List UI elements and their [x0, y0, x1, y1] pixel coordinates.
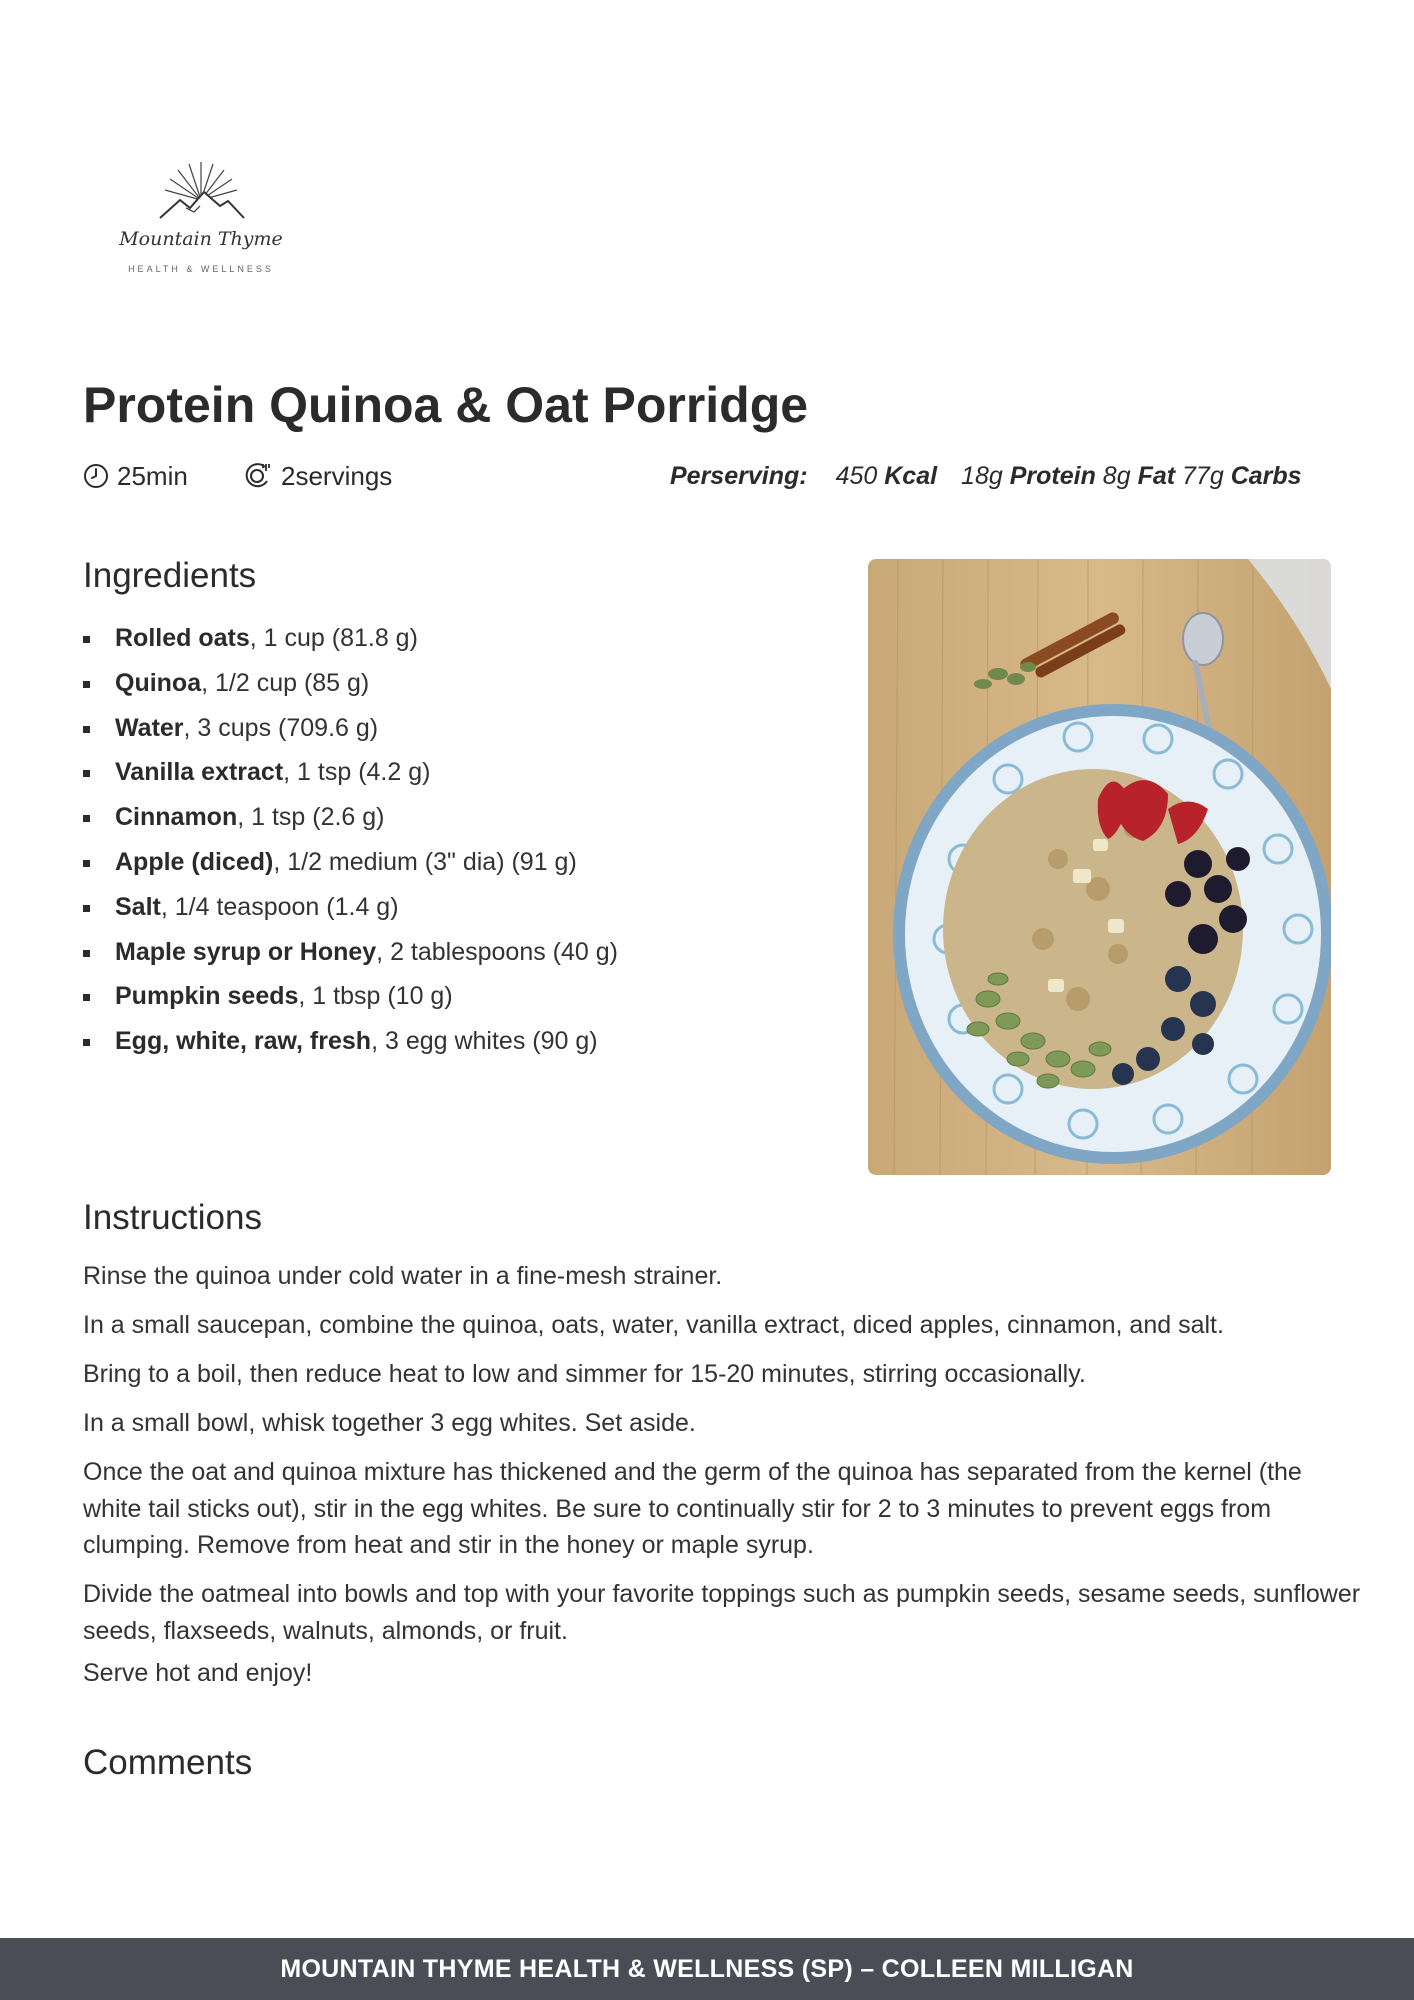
list-item: Salt, 1/4 teaspoon (1.4 g): [83, 885, 618, 930]
protein-value: 18g: [961, 461, 1003, 490]
recipe-servings-value: 2servings: [281, 460, 393, 491]
list-item: Maple syrup or Honey, 2 tablespoons (40 g): [83, 930, 618, 975]
recipe-photo: [868, 559, 1331, 1175]
instruction-step: Rinse the quinoa under cold water in a fine-mesh strainer.: [83, 1262, 723, 1290]
list-item: Vanilla extract, 1 tsp (4.2 g): [83, 750, 618, 795]
ingredients-list: [83, 616, 618, 1064]
footer-text: MOUNTAIN THYME HEALTH & WELLNESS (SP) – COLLEEN MILLIGAN: [280, 1954, 1134, 1983]
page-footer: [0, 1938, 1414, 2000]
list-item: Pumpkin seeds, 1 tbsp (10 g): [83, 974, 618, 1019]
recipe-time-value: 25min: [117, 460, 188, 491]
list-item: Egg, white, raw, fresh, 3 egg whites (90 g): [83, 1019, 618, 1064]
carbs-value: 77g: [1182, 461, 1224, 490]
kcal-value: 450: [835, 461, 878, 490]
list-item: Apple (diced), 1/2 medium (3" dia) (91 g): [83, 840, 618, 885]
list-item: Water, 3 cups (709.6 g): [83, 706, 618, 751]
servings-icon: [243, 462, 273, 490]
kcal-label: Kcal: [884, 461, 938, 490]
instruction-step: Divide the oatmeal into bowls and top with your favorite toppings such as pumpkin seeds, sesame seeds, sunflower seeds, flaxseeds, walnuts, almonds, or fruit.: [83, 1580, 1361, 1645]
instruction-step: Once the oat and quinoa mixture has thickened and the germ of the quinoa has separated from the kernel (the white tail sticks out), stir in the egg whites. Be sure to continually stir for 2 to 3 minutes to prevent eggs from clumping. Remove from heat and stir in the honey or maple syrup.: [83, 1458, 1302, 1559]
instructions-heading: Instructions: [83, 1198, 262, 1237]
instruction-step: In a small saucepan, combine the quinoa, oats, water, vanilla extract, diced apples, cinnamon, and salt.: [83, 1311, 1224, 1339]
carbs-label: Carbs: [1230, 461, 1302, 490]
list-item: Quinoa, 1/2 cup (85 g): [83, 661, 618, 706]
recipe-title: Protein Quinoa & Oat Porridge: [83, 377, 809, 433]
fat-value: 8g: [1102, 461, 1131, 490]
nutrition-summary: [670, 458, 1302, 494]
recipe-servings: [243, 458, 392, 494]
clock-icon: [83, 463, 109, 489]
protein-label: Protein: [1009, 461, 1096, 490]
instruction-step: Bring to a boil, then reduce heat to low and simmer for 15-20 minutes, stirring occasionally.: [83, 1360, 1086, 1388]
comments-heading: Comments: [83, 1743, 253, 1782]
logo-script-text: Mountain Thyme: [119, 228, 283, 250]
nutrition-label: Perserving:: [670, 461, 808, 490]
logo-tagline: HEALTH & WELLNESS: [128, 264, 274, 274]
ingredients-heading: Ingredients: [83, 556, 257, 595]
mountain-sun-icon: [116, 156, 286, 236]
instruction-step: Serve hot and enjoy!: [83, 1659, 313, 1687]
list-item: Cinnamon, 1 tsp (2.6 g): [83, 795, 618, 840]
instructions-list: [83, 1258, 1363, 1704]
list-item: Rolled oats, 1 cup (81.8 g): [83, 616, 618, 661]
fat-label: Fat: [1137, 461, 1176, 490]
brand-logo: [116, 156, 286, 282]
instruction-step: In a small bowl, whisk together 3 egg whites. Set aside.: [83, 1409, 696, 1437]
recipe-time: [83, 458, 188, 494]
